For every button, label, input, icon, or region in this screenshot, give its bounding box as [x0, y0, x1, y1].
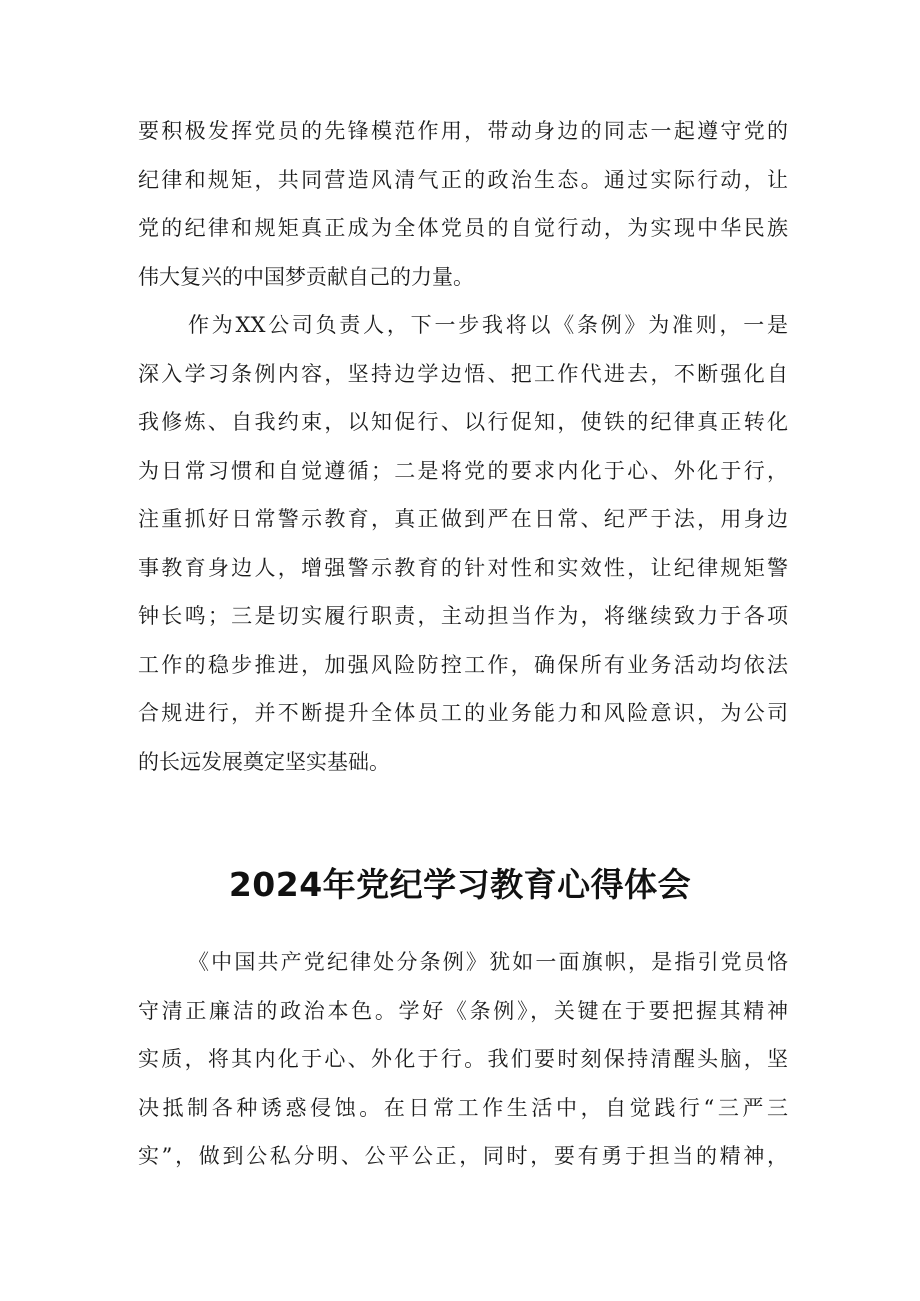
paragraph-line: 守清正廉洁的政治本色。学好《条例》，关键在于要把握其精神 — [138, 998, 788, 1023]
paragraph-intro — [138, 938, 788, 1181]
paragraph-line: 深入学习条例内容，坚持边学边悟、把工作代进去，不断强化自 — [138, 361, 788, 386]
paragraph-line: 事教育身边人，增强警示教育的针对性和实效性，让纪律规矩警 — [138, 555, 788, 580]
paragraph-line: 实质，将其内化于心、外化于行。我们要时刻保持清醒头脑，坚 — [138, 1047, 788, 1071]
paragraph-line: 伟大复兴的中国梦贡献自己的力量。 — [138, 264, 474, 289]
document-title: 2024年党纪学习教育心得体会 — [228, 865, 692, 905]
paragraph-line: 实”，做到公私分明、公平公正，同时，要有勇于担当的精神， — [138, 1144, 788, 1168]
paragraph-line: 注重抓好日常警示教育，真正做到严在日常、纪严于法，用身边 — [138, 507, 788, 531]
paragraph-line: 决抵制各种诱惑侵蚀。在日常工作生活中，自觉践行“三严三 — [138, 1095, 788, 1120]
paragraph-line: 党的纪律和规矩真正成为全体党员的自觉行动，为实现中华民族 — [138, 216, 788, 240]
paragraph-continued — [138, 107, 788, 301]
paragraph-line: 合规进行，并不断提升全体员工的业务能力和风险意识，为公司 — [138, 701, 788, 725]
paragraph-line: 的长远发展奠定坚实基础。 — [138, 749, 390, 774]
paragraph-plan — [138, 301, 788, 786]
paragraph-line: 纪律和规矩，共同营造风清气正的政治生态。通过实际行动，让 — [138, 167, 788, 192]
paragraph-line: 为日常习惯和自觉遵循；二是将党的要求内化于心、外化于行， — [138, 458, 788, 483]
paragraph-line: 作为XX公司负责人，下一步我将以《条例》为准则，一是 — [188, 313, 788, 337]
paragraph-line: 工作的稳步推进，加强风险防控工作，确保所有业务活动均依法 — [138, 652, 788, 677]
paragraph-line: 《中国共产党纪律处分条例》犹如一面旗帜，是指引党员恪 — [188, 950, 788, 974]
paragraph-line: 我修炼、自我约束，以知促行、以行促知，使铁的纪律真正转化 — [138, 410, 788, 434]
paragraph-line: 要积极发挥党员的先锋模范作用，带动身边的同志一起遵守党的 — [138, 119, 788, 143]
paragraph-line: 钟长鸣；三是切实履行职责，主动担当作为，将继续致力于各项 — [138, 604, 788, 628]
